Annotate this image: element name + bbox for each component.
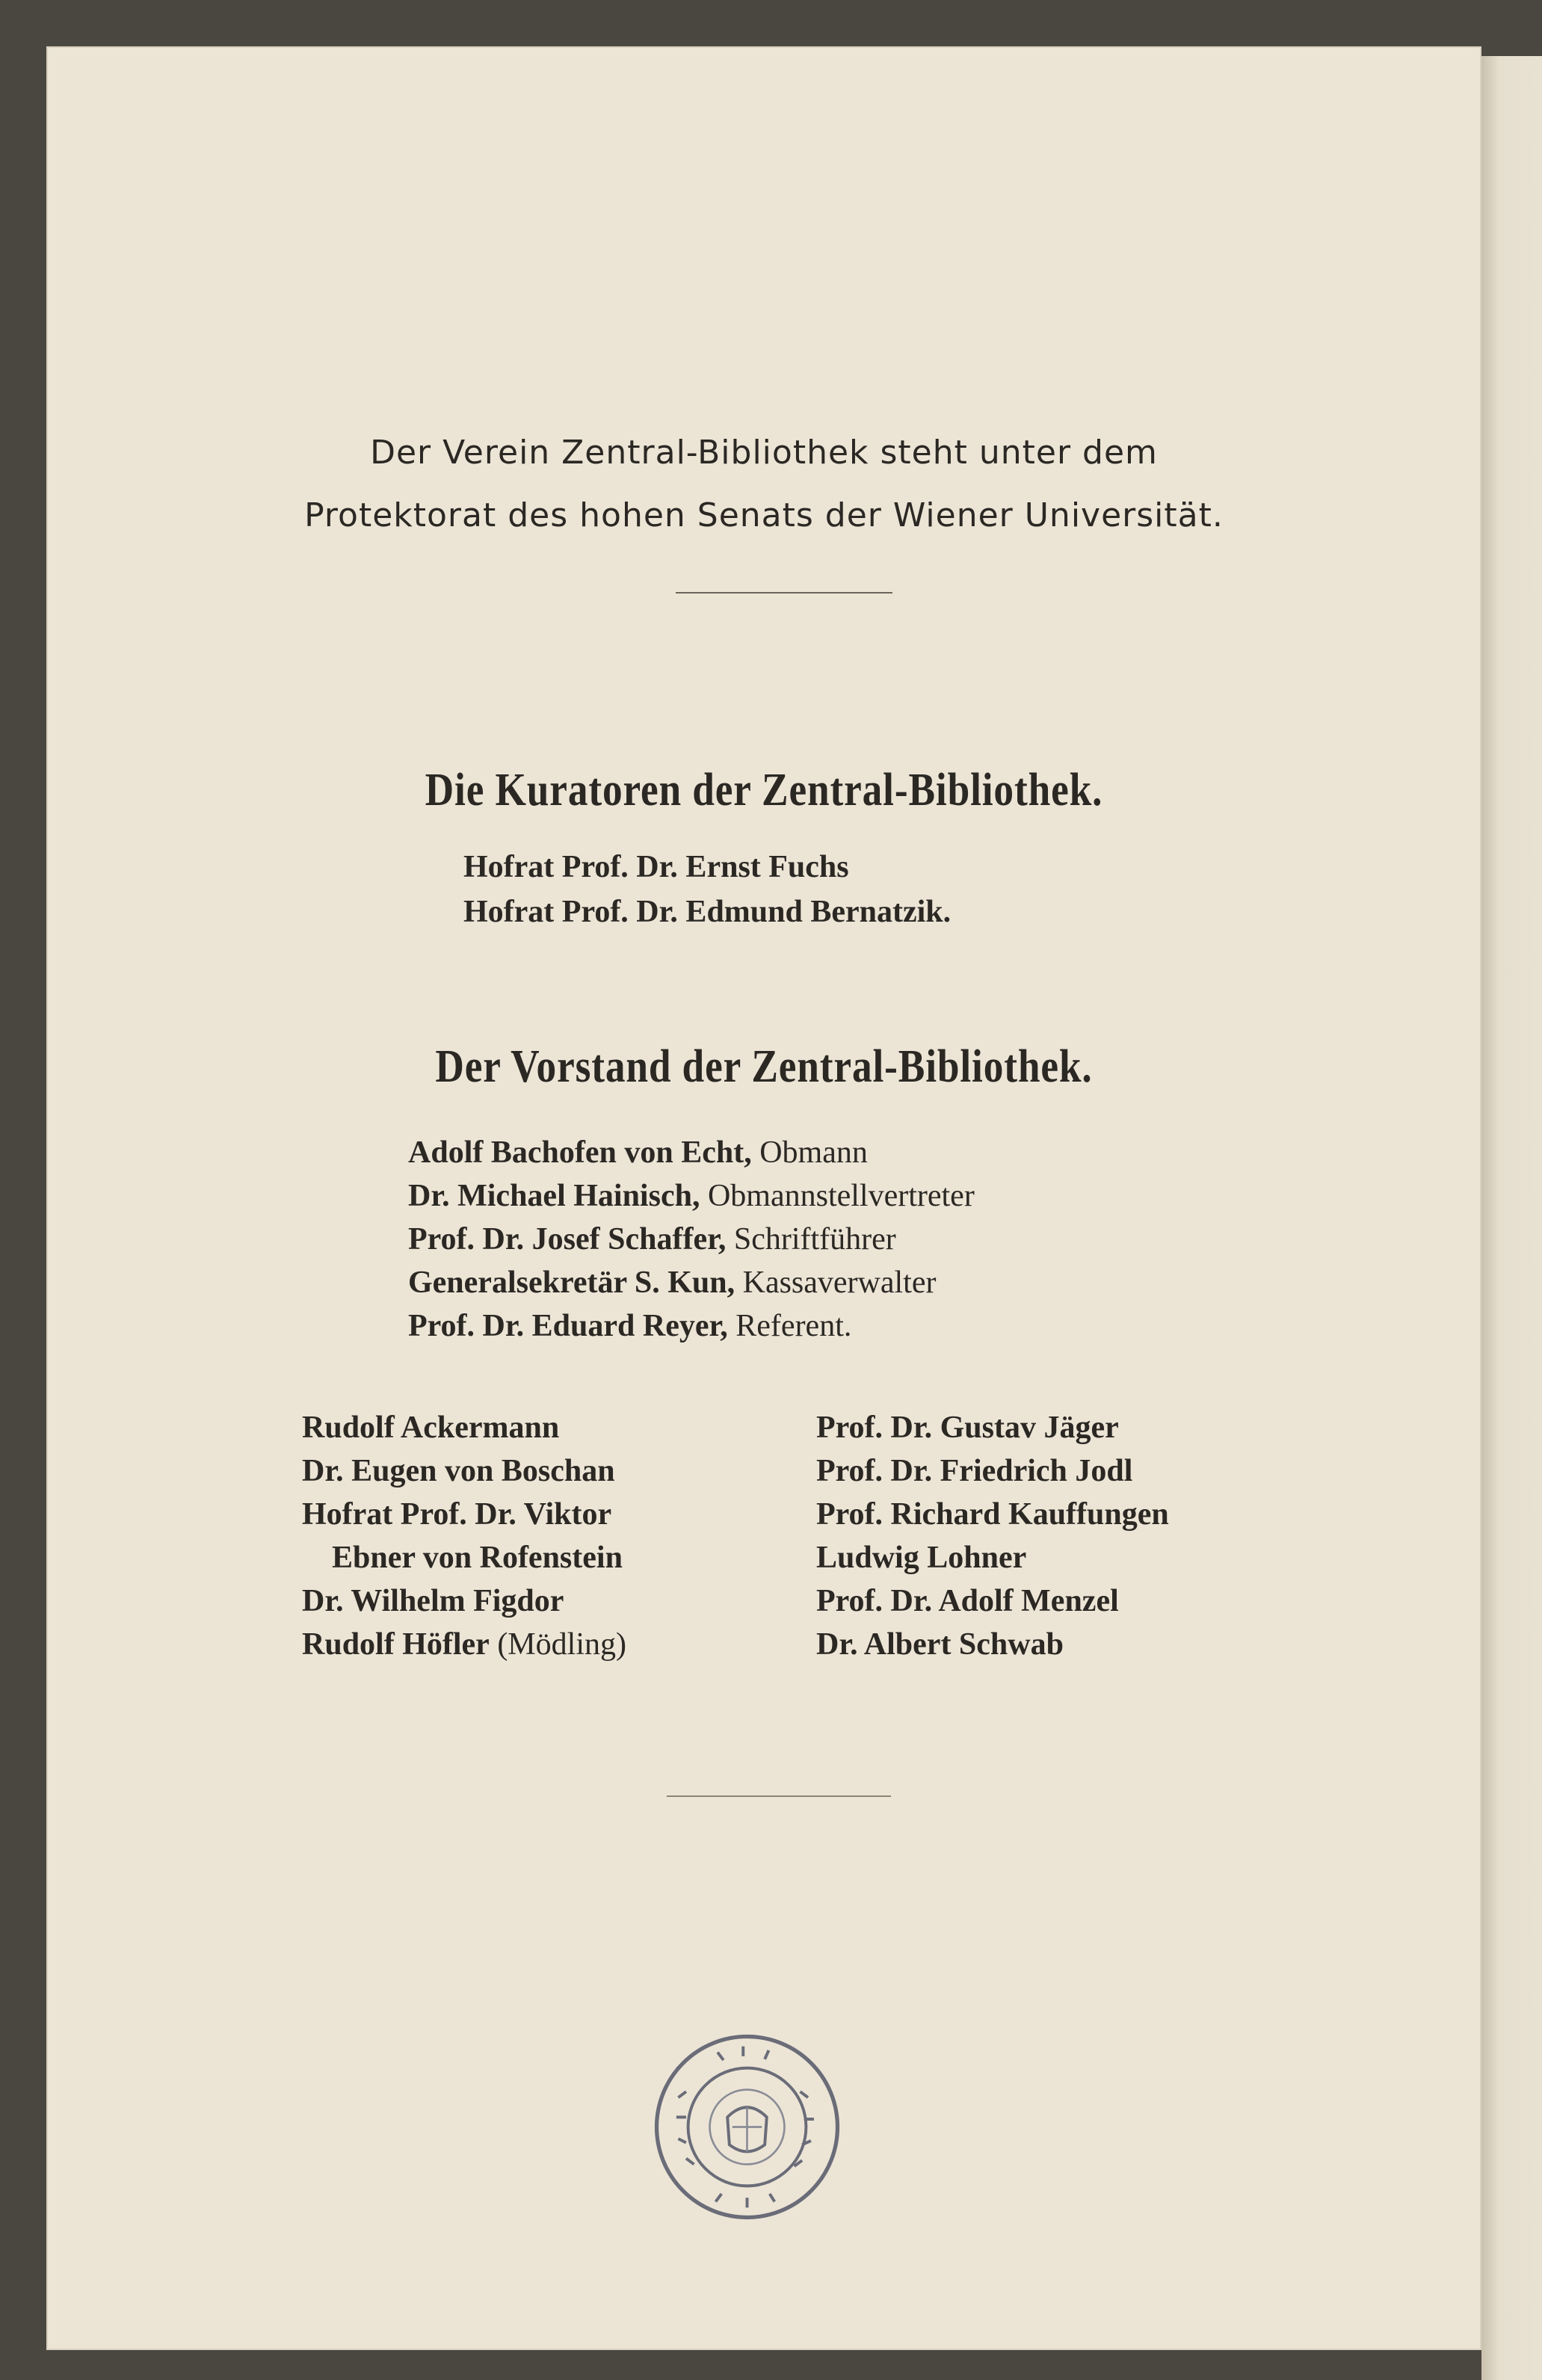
kurator-name: Hofrat Prof. Dr. Ernst Fuchs	[463, 850, 849, 884]
officer-line	[408, 1265, 936, 1301]
officer-name: Adolf Bachofen von Echt,	[408, 1135, 752, 1170]
member-left-name: Rudolf Höfler	[302, 1627, 490, 1662]
officer-line	[408, 1221, 896, 1257]
page-edge	[1481, 56, 1542, 2380]
member-right: Prof. Dr. Gustav Jäger	[816, 1411, 1119, 1445]
officer-name: Generalsekretär S. Kun,	[408, 1265, 735, 1300]
document-page	[46, 46, 1481, 2350]
officer-line	[408, 1135, 868, 1171]
protektorat-line-2: Protektorat des hohen Senats der Wiener Universität.	[304, 496, 1224, 534]
kurator-name: Hofrat Prof. Dr. Edmund Bernatzik.	[463, 895, 952, 929]
library-stamp-icon	[649, 2029, 845, 2225]
officer-role: Obmannstellvertreter	[707, 1179, 975, 1213]
officer-name: Prof. Dr. Eduard Reyer,	[408, 1309, 728, 1343]
member-left: Ebner von Rofenstein	[332, 1541, 623, 1575]
officer-role: Kassaverwalter	[742, 1265, 937, 1300]
divider-rule-top	[676, 592, 892, 594]
member-left-note: (Mödling)	[497, 1627, 626, 1662]
officer-role: Schriftführer	[733, 1222, 896, 1257]
officer-name: Dr. Michael Hainisch,	[408, 1179, 700, 1213]
officer-name: Prof. Dr. Josef Schaffer,	[408, 1222, 727, 1257]
member-right: Prof. Richard Kauffungen	[816, 1497, 1169, 1532]
officer-line	[408, 1178, 975, 1214]
member-right: Prof. Dr. Adolf Menzel	[816, 1584, 1119, 1618]
officer-line	[408, 1308, 851, 1344]
officer-role: Referent.	[735, 1309, 852, 1343]
protektorat-line-1: Der Verein Zentral-Bibliothek steht unter dem	[370, 434, 1158, 472]
vorstand-heading: Der Vorstand der Zentral-Bibliothek.	[435, 1041, 1093, 1092]
member-left: Dr. Eugen von Boschan	[302, 1454, 615, 1488]
member-right: Ludwig Lohner	[816, 1541, 1027, 1575]
member-right: Prof. Dr. Friedrich Jodl	[816, 1454, 1133, 1488]
kuratoren-heading: Die Kuratoren der Zentral-Bibliothek.	[425, 765, 1103, 816]
divider-rule-bottom	[667, 1795, 891, 1797]
member-left: Rudolf Ackermann	[302, 1411, 560, 1445]
member-left: Dr. Wilhelm Figdor	[302, 1584, 564, 1618]
officer-role: Obmann	[759, 1135, 868, 1170]
member-left: Hofrat Prof. Dr. Viktor	[302, 1497, 612, 1532]
member-right: Dr. Albert Schwab	[816, 1627, 1064, 1662]
member-left	[302, 1627, 626, 1662]
